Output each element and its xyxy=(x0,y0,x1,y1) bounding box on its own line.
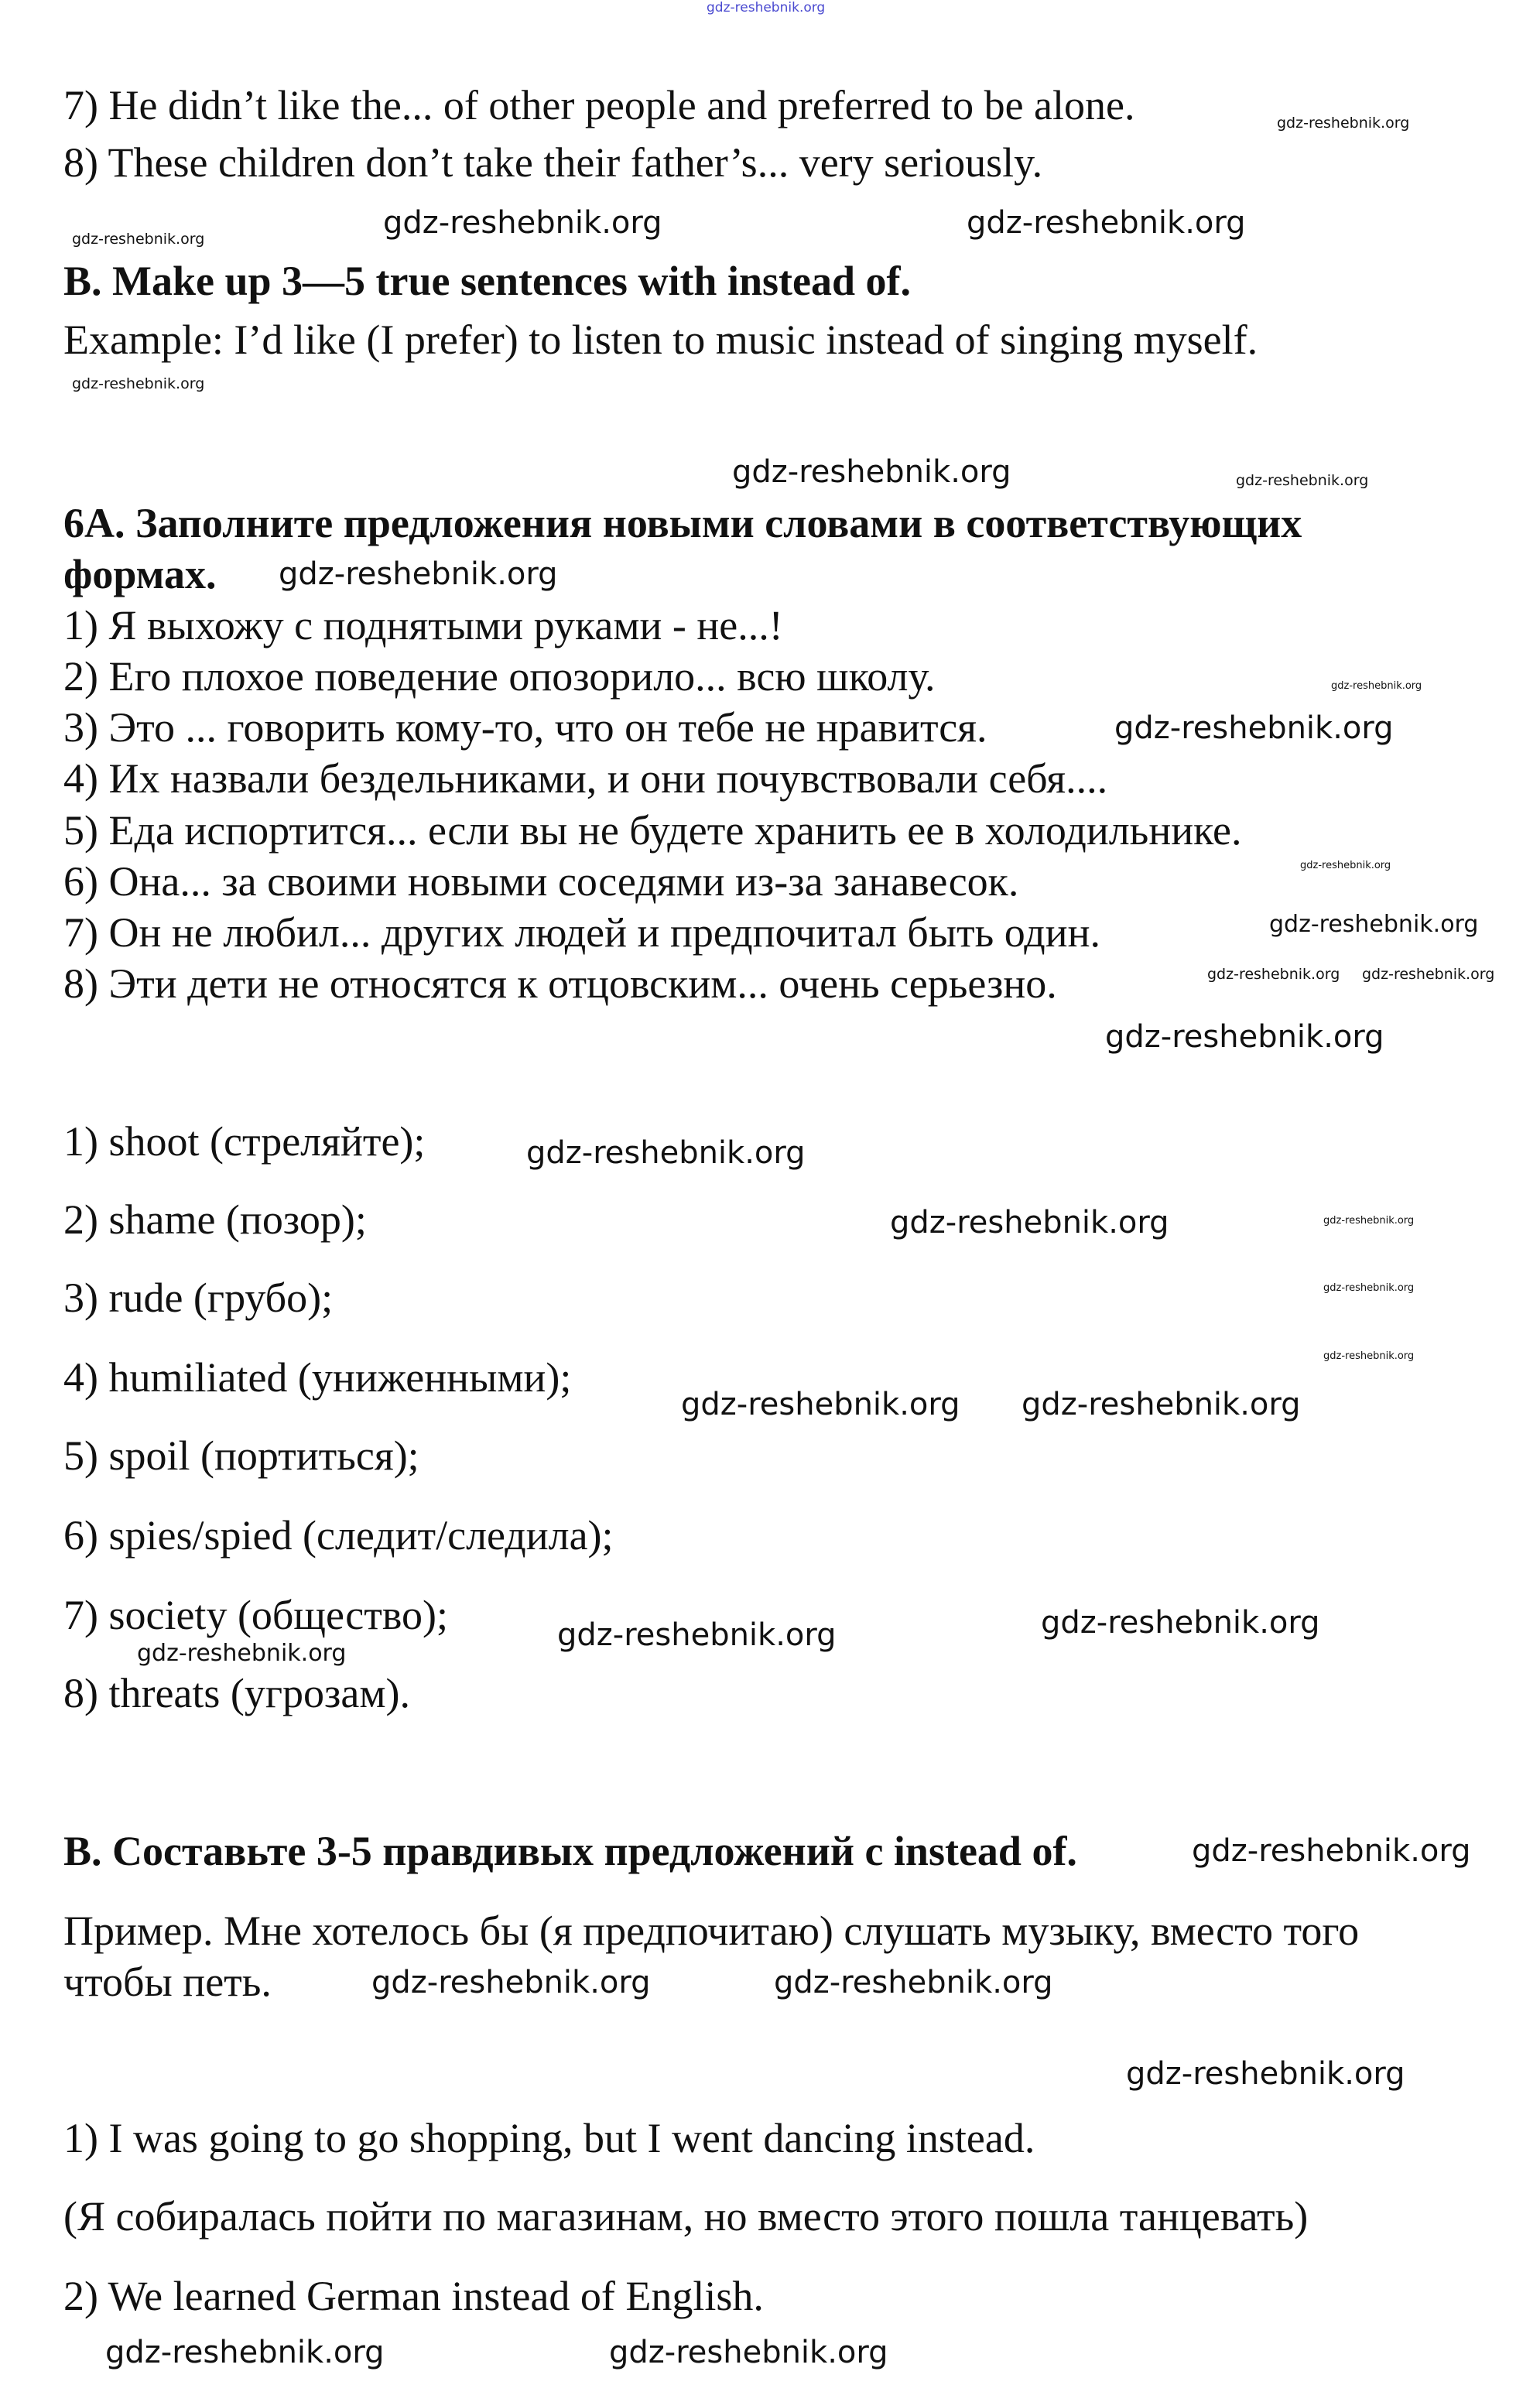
watermark: gdz-reshebnik.org xyxy=(72,231,205,248)
watermark: gdz-reshebnik.org xyxy=(371,1965,651,2000)
watermark: gdz-reshebnik.org xyxy=(1041,1605,1320,1641)
example-line: чтобы петь. xyxy=(63,1959,272,2005)
section-heading: формах. xyxy=(63,551,217,597)
section-heading: B. Make up 3—5 true sentences with instead of. xyxy=(63,258,911,304)
exercise-line: 3) Это ... говорить кому-то, что он тебе не нравится. xyxy=(63,704,987,751)
watermark: gdz-reshebnik.org xyxy=(890,1205,1169,1240)
answer-line: 1) I was going to go shopping, but I went dancing instead. xyxy=(63,2115,1035,2161)
watermark: gdz-reshebnik.org xyxy=(1192,1833,1471,1869)
watermark: gdz-reshebnik.org xyxy=(279,556,558,592)
answer-line: 8) threats (угрозам). xyxy=(63,1670,411,1716)
watermark: gdz-reshebnik.org xyxy=(609,2335,888,2370)
watermark: gdz-reshebnik.org xyxy=(1323,1282,1415,1294)
exercise-line: 6) Она... за своими новыми соседями из-за занавесок. xyxy=(63,858,1019,905)
section-heading: 6A. Заполните предложения новыми словами в соответствующих xyxy=(63,500,1302,546)
watermark: gdz-reshebnik.org xyxy=(1022,1387,1301,1422)
exercise-line: 2) Его плохое поведение опозорило... всю школу. xyxy=(63,653,936,700)
exercise-line: 8) Эти дети не относятся к отцовским... очень серьезно. xyxy=(63,960,1057,1007)
answer-line: 3) rude (грубо); xyxy=(63,1275,334,1321)
watermark: gdz-reshebnik.org xyxy=(1277,115,1410,132)
watermark: gdz-reshebnik.org xyxy=(1126,2056,1405,2092)
watermark: gdz-reshebnik.org xyxy=(383,205,662,241)
top-watermark: gdz-reshebnik.org xyxy=(707,0,826,15)
answer-line: 6) spies/spied (следит/следила); xyxy=(63,1512,614,1559)
watermark: gdz-reshebnik.org xyxy=(774,1965,1053,2000)
watermark: gdz-reshebnik.org xyxy=(732,454,1011,490)
watermark: gdz-reshebnik.org xyxy=(72,375,205,392)
answer-translation: (Я собиралась пойти по магазинам, но вместо этого пошла танцевать) xyxy=(63,2193,1309,2240)
watermark: gdz-reshebnik.org xyxy=(1362,966,1495,983)
example-line: Пример. Мне хотелось бы (я предпочитаю) слушать музыку, вместо того xyxy=(63,1908,1360,1954)
watermark: gdz-reshebnik.org xyxy=(1114,710,1394,746)
exercise-line: 4) Их назвали бездельниками, и они почувствовали себя.... xyxy=(63,755,1108,802)
watermark: gdz-reshebnik.org xyxy=(1323,1350,1415,1362)
exercise-line: 8) These children don’t take their father’s... very seriously. xyxy=(63,139,1043,186)
answer-line: 1) shoot (стреляйте); xyxy=(63,1118,426,1165)
answer-line: 2) We learned German instead of English. xyxy=(63,2273,764,2319)
answer-line: 4) humiliated (униженными); xyxy=(63,1354,572,1401)
exercise-line: 5) Еда испортится... если вы не будете хранить ее в холодильнике. xyxy=(63,807,1242,854)
watermark: gdz-reshebnik.org xyxy=(681,1387,960,1422)
watermark: gdz-reshebnik.org xyxy=(967,205,1246,241)
watermark: gdz-reshebnik.org xyxy=(526,1135,806,1171)
watermark: gdz-reshebnik.org xyxy=(1236,472,1369,489)
watermark: gdz-reshebnik.org xyxy=(1105,1019,1384,1055)
example-line: Example: I’d like (I prefer) to listen to music instead of singing myself. xyxy=(63,317,1258,363)
watermark: gdz-reshebnik.org xyxy=(557,1617,837,1653)
answer-line: 7) society (общество); xyxy=(63,1592,448,1638)
watermark: gdz-reshebnik.org xyxy=(1207,966,1340,983)
answer-line: 5) spoil (портиться); xyxy=(63,1432,419,1479)
exercise-line: 1) Я выхожу с поднятыми руками - не...! xyxy=(63,602,783,648)
exercise-line: 7) Он не любил... других людей и предпочитал быть один. xyxy=(63,909,1100,956)
watermark: gdz-reshebnik.org xyxy=(1269,911,1479,938)
answer-line: 2) shame (позор); xyxy=(63,1196,367,1243)
watermark: gdz-reshebnik.org xyxy=(137,1640,347,1667)
exercise-line: 7) He didn’t like the... of other people and preferred to be alone. xyxy=(63,82,1135,128)
watermark: gdz-reshebnik.org xyxy=(1323,1215,1415,1227)
watermark: gdz-reshebnik.org xyxy=(1300,860,1391,871)
watermark: gdz-reshebnik.org xyxy=(1331,680,1422,692)
section-heading: B. Составьте 3-5 правдивых предложений с instead of. xyxy=(63,1828,1077,1874)
watermark: gdz-reshebnik.org xyxy=(105,2335,385,2370)
